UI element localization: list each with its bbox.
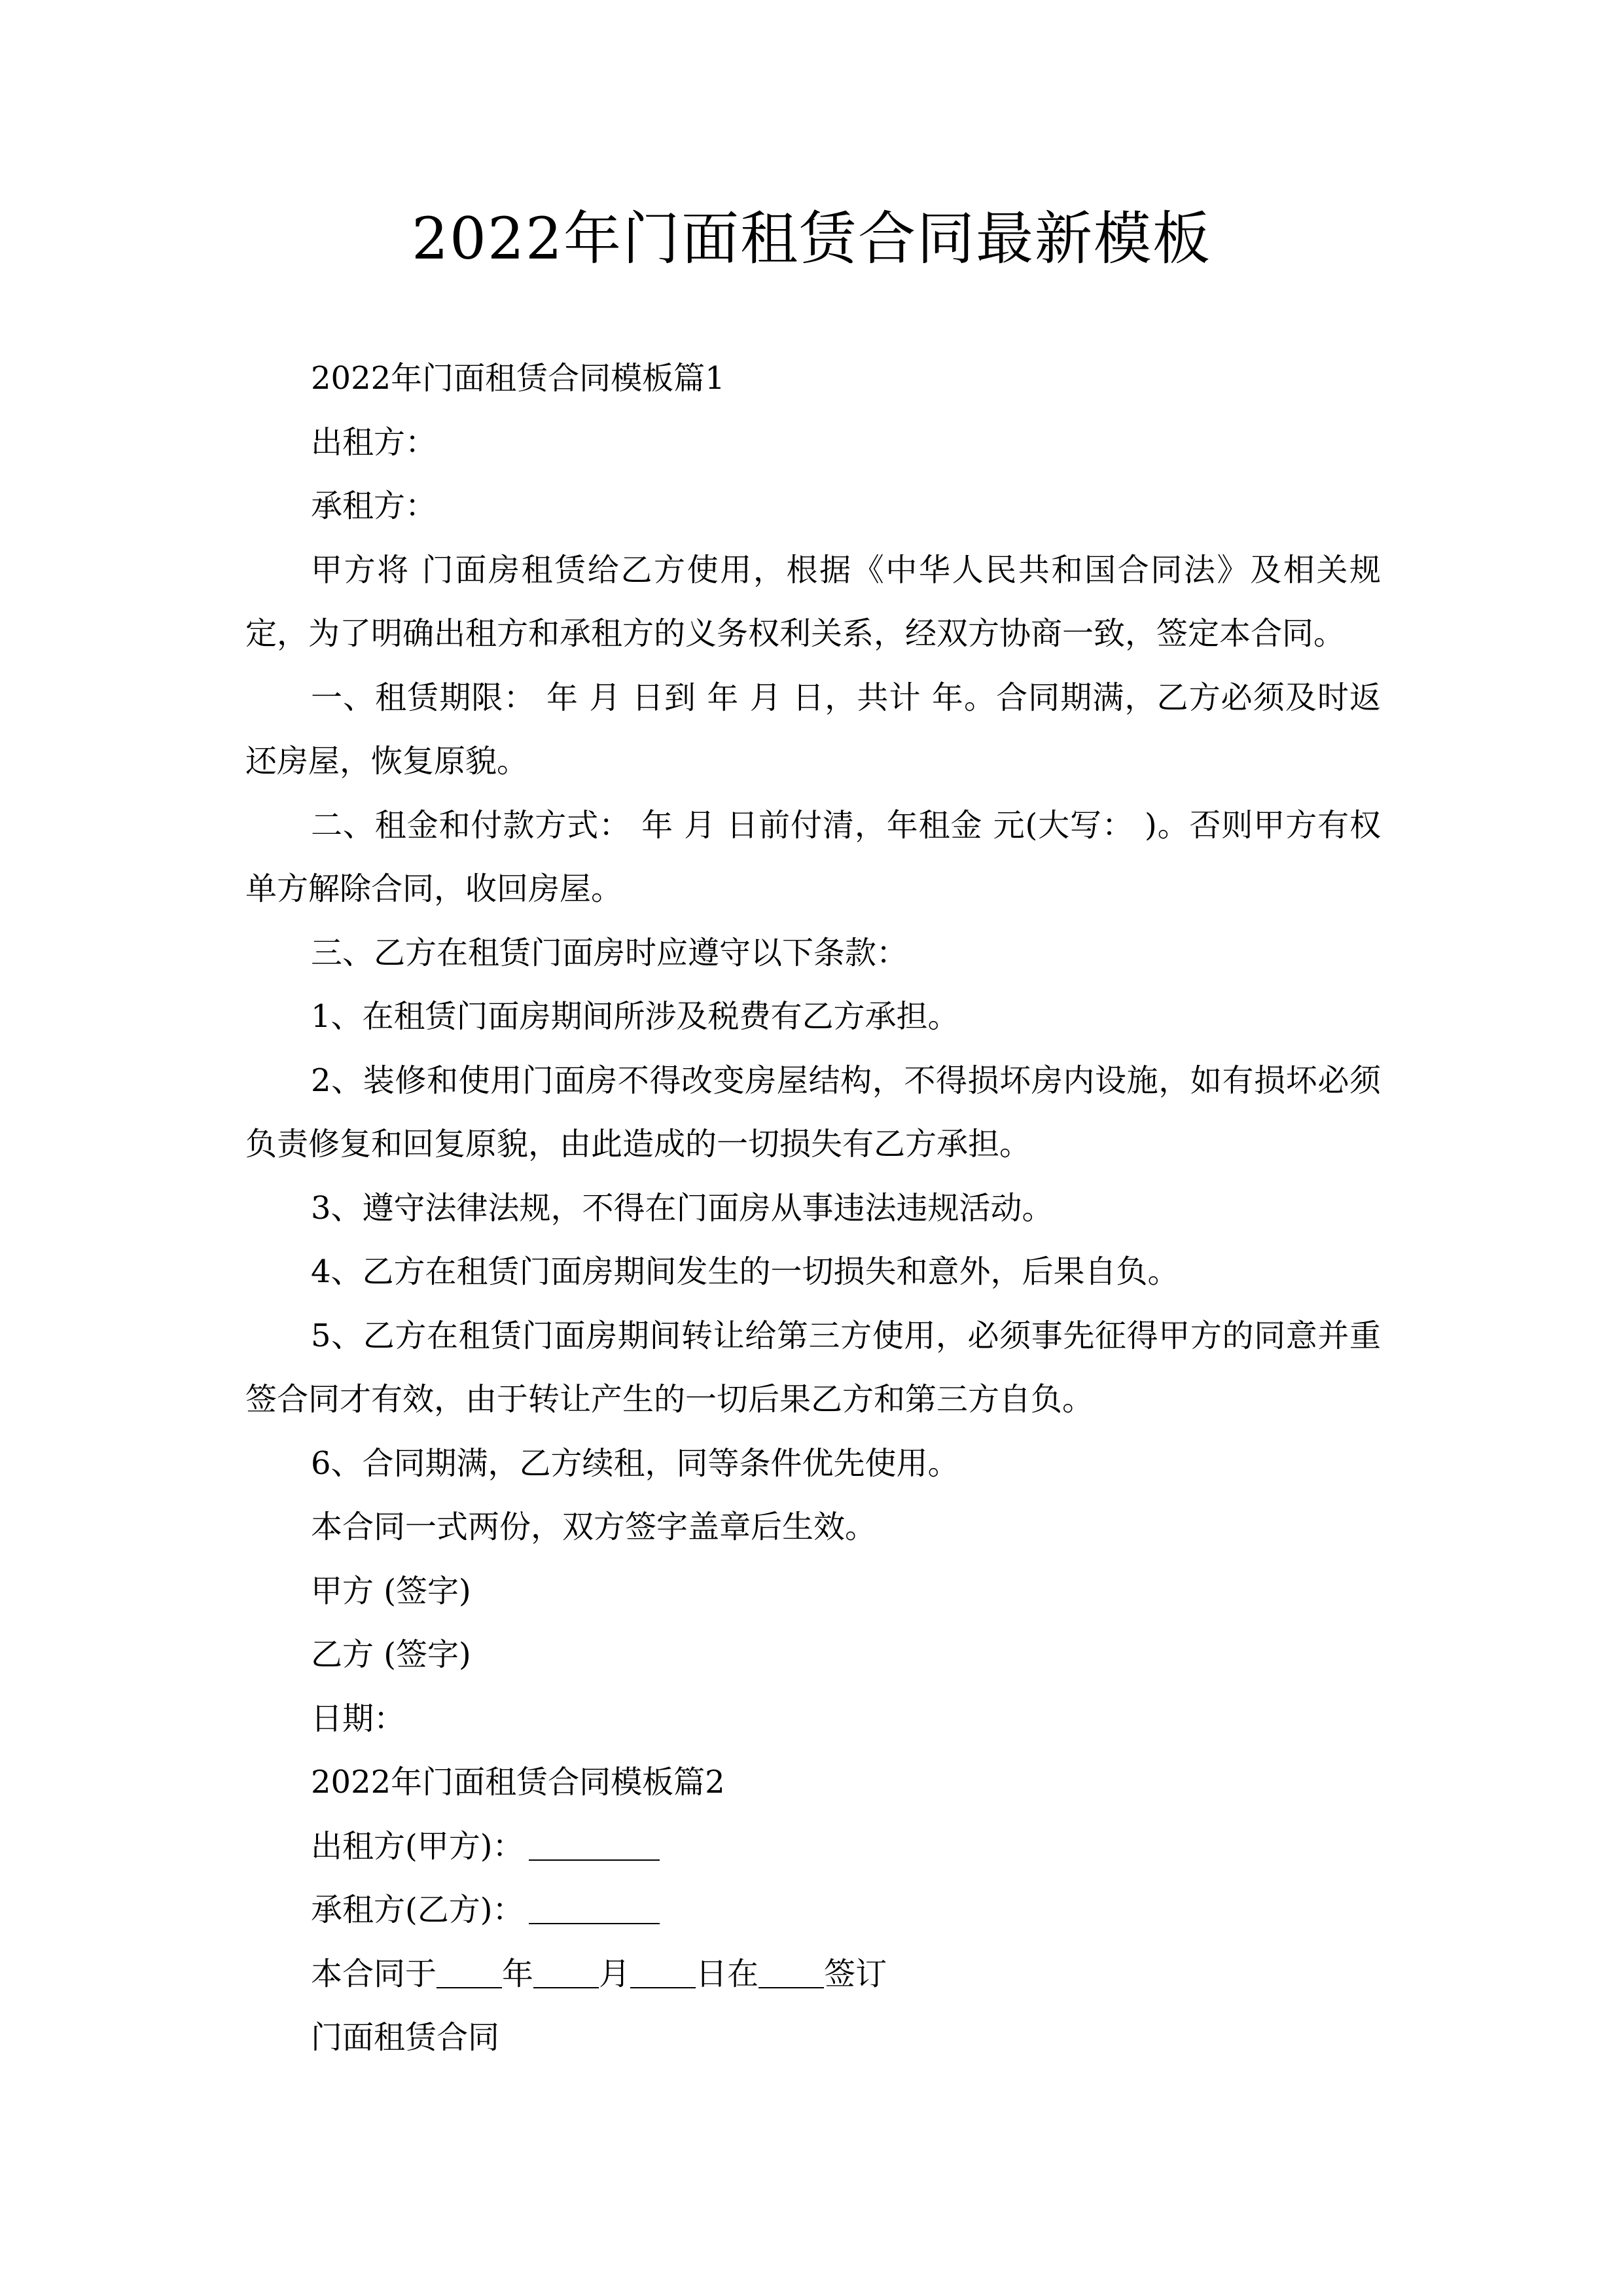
section-2-heading: 2022年门面租赁合同模板篇2 bbox=[311, 1764, 725, 1801]
signing-prefix: 本合同于 bbox=[311, 1955, 437, 1992]
year-label: 年 bbox=[502, 1955, 534, 1992]
month-label: 月 bbox=[599, 1955, 631, 1992]
obligation-item-3: 3、遵守法律法规，不得在门面房从事违法违规活动。 bbox=[311, 1189, 1054, 1227]
day-at-label: 日在 bbox=[696, 1955, 759, 1992]
copies-statement: 本合同一式两份，双方签字盖章后生效。 bbox=[311, 1509, 877, 1545]
date-label: 日期： bbox=[311, 1700, 406, 1737]
contract-name: 门面租赁合同 bbox=[311, 2019, 500, 2056]
document-title: 2022年门面租赁合同最新模板 bbox=[412, 205, 1211, 272]
intro-paragraph: 甲方将 门面房租赁给乙方使用，根据《中华人民共和国合同法》及相关规定，为了明确出租方和承租方的义务权利关系，经双方协商一致，签定本合同。 bbox=[245, 551, 1381, 652]
clause-obligations-heading: 三、乙方在租赁门面房时应遵守以下条款： bbox=[311, 934, 908, 971]
clause-rent-payment: 二、租金和付款方式： 年 月 日前付清，年租金 元(大写： )。否则甲方有权单方解除合同，收回房屋。 bbox=[245, 806, 1381, 907]
clause-lease-term: 一、租赁期限： 年 月 日到 年 月 日，共计 年。合同期满，乙方必须及时返还房屋，恢复原貌。 bbox=[245, 679, 1381, 780]
obligation-item-6: 6、合同期满，乙方续租，同等条件优先使用。 bbox=[311, 1444, 959, 1482]
obligation-item-4: 4、乙方在租赁门面房期间发生的一切损失和意外，后果自负。 bbox=[311, 1253, 1179, 1290]
lessor-label: 出租方(甲方)： bbox=[311, 1827, 524, 1865]
lessor-label: 出租方： bbox=[311, 423, 437, 461]
lessor-line bbox=[245, 1815, 1381, 1879]
year-blank bbox=[437, 1956, 502, 1988]
month-blank bbox=[533, 1956, 599, 1988]
signing-suffix: 签订 bbox=[824, 1955, 887, 1992]
obligation-item-2: 2、装修和使用门面房不得改变房屋结构，不得损坏房内设施，如有损坏必须负责修复和回复原貌，由此造成的一切损失有乙方承担。 bbox=[245, 1062, 1381, 1162]
party-b-signature: 乙方 (签字) bbox=[311, 1636, 471, 1673]
lessee-line bbox=[245, 1878, 1381, 1943]
document-body bbox=[245, 347, 1381, 2070]
lessee-label: 承租方(乙方)： bbox=[311, 1892, 524, 1928]
obligation-item-5: 5、乙方在租赁门面房期间转让给第三方使用，必须事先征得甲方的同意并重签合同才有效，由于转让产生的一切后果乙方和第三方自负。 bbox=[245, 1317, 1381, 1418]
signing-date-line bbox=[245, 1943, 1381, 2007]
lessor-blank bbox=[529, 1828, 660, 1861]
obligation-item-1: 1、在租赁门面房期间所涉及税费有乙方承担。 bbox=[311, 998, 959, 1035]
party-a-signature: 甲方 (签字) bbox=[311, 1572, 471, 1609]
day-blank bbox=[630, 1956, 696, 1988]
lessee-label: 承租方： bbox=[311, 488, 437, 524]
section-1-heading: 2022年门面租赁合同模板篇1 bbox=[311, 360, 725, 397]
place-blank bbox=[758, 1956, 824, 1988]
lessee-blank bbox=[529, 1892, 660, 1924]
